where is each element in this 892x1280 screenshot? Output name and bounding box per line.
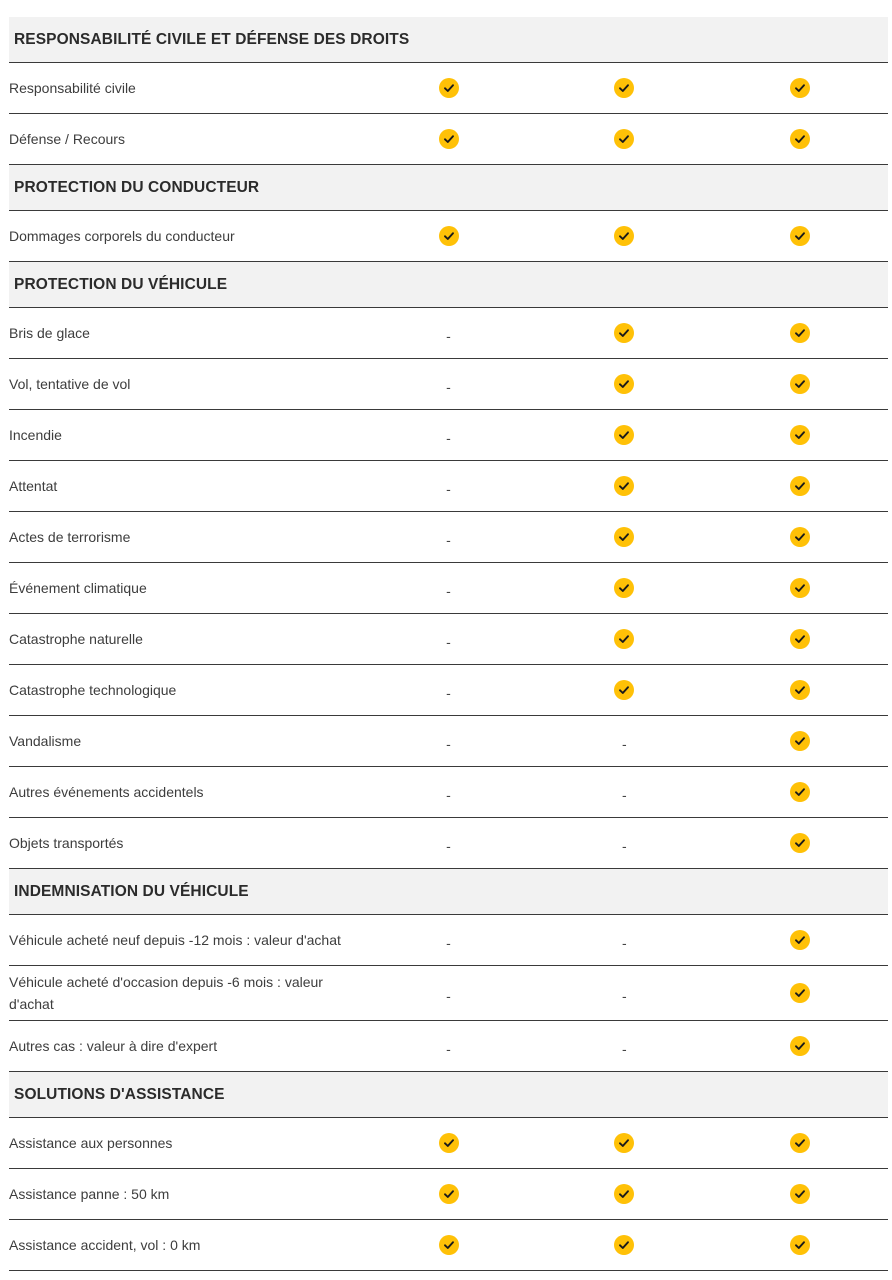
not-included-dash: - — [621, 838, 627, 854]
plan-2-cell — [536, 680, 712, 700]
check-icon — [790, 476, 810, 496]
check-icon — [614, 78, 634, 98]
plan-1-cell — [361, 374, 537, 394]
not-included-dash: - — [446, 685, 451, 701]
check-icon — [790, 782, 810, 802]
check-icon — [439, 1235, 459, 1255]
check-icon — [790, 1235, 810, 1255]
plan-3-cell — [712, 374, 888, 394]
row-label: Véhicule acheté d'occasion depuis -6 mois : valeur d'achat — [9, 974, 323, 1012]
plan-2-cell — [536, 731, 712, 751]
row-label: Dommages corporels du conducteur — [9, 228, 235, 244]
table-row — [9, 818, 888, 869]
not-included-dash: - — [446, 935, 451, 951]
not-included-dash: - — [621, 736, 627, 752]
check-icon — [439, 226, 459, 246]
table-row — [9, 614, 888, 665]
plan-2-cell — [536, 425, 712, 445]
check-icon — [614, 1235, 634, 1255]
plan-1-cell — [361, 1036, 537, 1056]
check-icon — [790, 323, 810, 343]
check-icon — [614, 680, 634, 700]
row-label: Bris de glace — [9, 325, 90, 341]
check-icon — [614, 476, 634, 496]
check-icon — [790, 930, 810, 950]
section-header — [9, 1072, 888, 1118]
section-title: PROTECTION DU CONDUCTEUR — [14, 178, 260, 196]
plan-2-cell — [536, 527, 712, 547]
section-header — [9, 869, 888, 915]
plan-2-cell — [536, 374, 712, 394]
table-row — [9, 563, 888, 614]
plan-1-cell — [361, 731, 537, 751]
plan-2-cell — [536, 226, 712, 246]
row-label: Actes de terrorisme — [9, 529, 131, 545]
plan-1-cell — [361, 1184, 537, 1204]
plan-1-cell — [361, 680, 537, 700]
not-included-dash: - — [446, 532, 451, 548]
check-icon — [790, 1036, 810, 1056]
check-icon — [614, 1133, 634, 1153]
row-label: Catastrophe technologique — [9, 682, 177, 698]
check-icon — [439, 78, 459, 98]
plan-3-cell — [712, 930, 888, 950]
plan-1-cell — [361, 782, 537, 802]
table-row — [9, 767, 888, 818]
not-included-dash: - — [446, 787, 451, 803]
check-icon — [790, 1184, 810, 1204]
section-title: PROTECTION DU VÉHICULE — [14, 275, 228, 293]
check-icon — [614, 1184, 634, 1204]
table-row — [9, 1169, 888, 1220]
check-icon — [614, 578, 634, 598]
table-row — [9, 665, 888, 716]
row-label: Attentat — [9, 478, 58, 494]
plan-3-cell — [712, 476, 888, 496]
row-label: Vandalisme — [9, 733, 82, 749]
table-row — [9, 1118, 888, 1169]
check-icon — [439, 129, 459, 149]
check-icon — [790, 680, 810, 700]
plan-1-cell — [361, 1133, 537, 1153]
coverage-comparison-table — [9, 17, 888, 1271]
plan-1-cell — [361, 629, 537, 649]
plan-2-cell — [536, 983, 712, 1003]
check-icon — [790, 629, 810, 649]
plan-1-cell — [361, 129, 537, 149]
check-icon — [790, 78, 810, 98]
check-icon — [614, 374, 634, 394]
not-included-dash: - — [446, 736, 451, 752]
not-included-dash: - — [446, 1041, 451, 1057]
plan-2-cell — [536, 476, 712, 496]
plan-3-cell — [712, 1235, 888, 1255]
plan-2-cell — [536, 323, 712, 343]
plan-3-cell — [712, 1184, 888, 1204]
plan-2-cell — [536, 1184, 712, 1204]
table-row — [9, 359, 888, 410]
table-row — [9, 966, 888, 1021]
check-icon — [439, 1133, 459, 1153]
plan-3-cell — [712, 782, 888, 802]
plan-3-cell — [712, 680, 888, 700]
not-included-dash: - — [446, 634, 451, 650]
section-title: SOLUTIONS D'ASSISTANCE — [14, 1085, 225, 1103]
plan-3-cell — [712, 1036, 888, 1056]
plan-2-cell — [536, 78, 712, 98]
plan-1-cell — [361, 323, 537, 343]
table-row — [9, 308, 888, 359]
plan-1-cell — [361, 425, 537, 445]
plan-2-cell — [536, 782, 712, 802]
check-icon — [614, 323, 634, 343]
plan-3-cell — [712, 1133, 888, 1153]
row-label: Incendie — [9, 427, 62, 443]
check-icon — [790, 1133, 810, 1153]
table-row — [9, 211, 888, 262]
not-included-dash: - — [621, 935, 627, 951]
plan-1-cell — [361, 1235, 537, 1255]
section-title: INDEMNISATION DU VÉHICULE — [14, 882, 249, 900]
check-icon — [790, 983, 810, 1003]
check-icon — [439, 1184, 459, 1204]
not-included-dash: - — [621, 787, 627, 803]
table-row — [9, 114, 888, 165]
table-row — [9, 1220, 888, 1271]
plan-3-cell — [712, 833, 888, 853]
row-label: Assistance accident, vol : 0 km — [9, 1237, 201, 1253]
check-icon — [614, 129, 634, 149]
check-icon — [790, 578, 810, 598]
row-label: Autres événements accidentels — [9, 784, 204, 800]
row-label: Autres cas : valeur à dire d'expert — [9, 1038, 218, 1054]
not-included-dash: - — [446, 988, 451, 1004]
plan-3-cell — [712, 323, 888, 343]
table-row — [9, 1021, 888, 1072]
not-included-dash: - — [446, 583, 451, 599]
not-included-dash: - — [621, 1041, 627, 1057]
plan-2-cell — [536, 1133, 712, 1153]
plan-2-cell — [536, 129, 712, 149]
check-icon — [790, 833, 810, 853]
section-header — [9, 165, 888, 211]
check-icon — [790, 374, 810, 394]
not-included-dash: - — [621, 988, 627, 1004]
plan-1-cell — [361, 983, 537, 1003]
table-row — [9, 512, 888, 563]
table-row — [9, 63, 888, 114]
plan-3-cell — [712, 578, 888, 598]
not-included-dash: - — [446, 838, 451, 854]
table-row — [9, 410, 888, 461]
row-label: Responsabilité civile — [9, 80, 136, 96]
row-label: Défense / Recours — [9, 131, 125, 147]
section-title: RESPONSABILITÉ CIVILE ET DÉFENSE DES DROITS — [14, 30, 410, 48]
plan-2-cell — [536, 578, 712, 598]
not-included-dash: - — [446, 328, 451, 344]
not-included-dash: - — [446, 481, 451, 497]
check-icon — [790, 425, 810, 445]
plan-1-cell — [361, 78, 537, 98]
plan-1-cell — [361, 578, 537, 598]
plan-2-cell — [536, 629, 712, 649]
check-icon — [614, 226, 634, 246]
row-label: Événement climatique — [9, 580, 147, 596]
row-label: Véhicule acheté neuf depuis -12 mois : valeur d'achat — [9, 932, 341, 948]
plan-2-cell — [536, 930, 712, 950]
plan-1-cell — [361, 833, 537, 853]
plan-1-cell — [361, 226, 537, 246]
not-included-dash: - — [446, 379, 451, 395]
table-row — [9, 461, 888, 512]
plan-3-cell — [712, 731, 888, 751]
row-label: Assistance aux personnes — [9, 1135, 173, 1151]
plan-2-cell — [536, 1036, 712, 1056]
section-header — [9, 17, 888, 63]
check-icon — [614, 425, 634, 445]
check-icon — [614, 527, 634, 547]
not-included-dash: - — [446, 430, 451, 446]
row-label: Objets transportés — [9, 835, 124, 851]
plan-3-cell — [712, 226, 888, 246]
plan-3-cell — [712, 527, 888, 547]
plan-1-cell — [361, 527, 537, 547]
table-row — [9, 716, 888, 767]
plan-1-cell — [361, 476, 537, 496]
plan-3-cell — [712, 983, 888, 1003]
row-label: Catastrophe naturelle — [9, 631, 143, 647]
table-row — [9, 915, 888, 966]
row-label: Vol, tentative de vol — [9, 376, 131, 392]
plan-3-cell — [712, 78, 888, 98]
check-icon — [790, 129, 810, 149]
plan-3-cell — [712, 629, 888, 649]
check-icon — [790, 731, 810, 751]
plan-3-cell — [712, 425, 888, 445]
row-label: Assistance panne : 50 km — [9, 1186, 170, 1202]
section-header — [9, 262, 888, 308]
plan-2-cell — [536, 833, 712, 853]
check-icon — [790, 527, 810, 547]
plan-1-cell — [361, 930, 537, 950]
plan-3-cell — [712, 129, 888, 149]
check-icon — [790, 226, 810, 246]
plan-2-cell — [536, 1235, 712, 1255]
check-icon — [614, 629, 634, 649]
